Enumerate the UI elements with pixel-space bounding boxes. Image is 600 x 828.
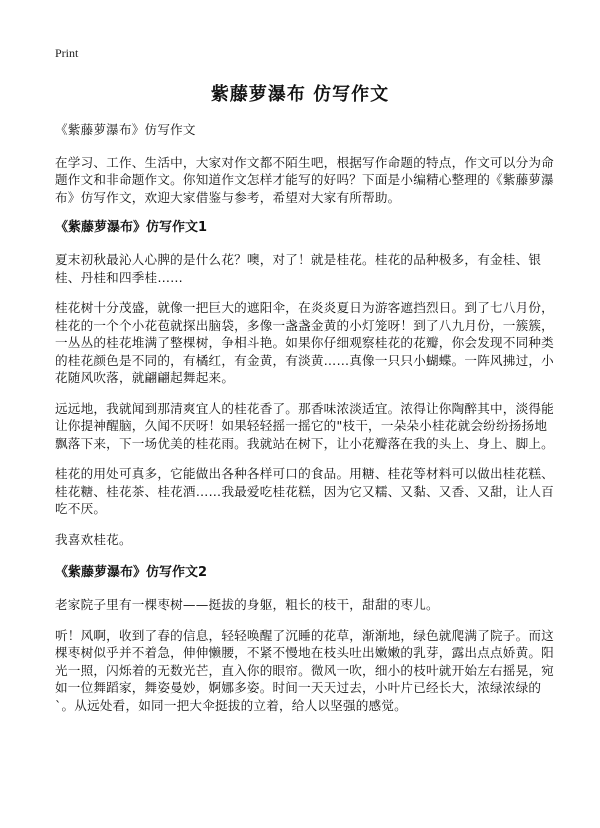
section-heading-1: 《紫藤萝瀑布》仿写作文1	[55, 220, 208, 235]
section-1-paragraph: 我喜欢桂花。	[55, 531, 132, 547]
section-2-paragraph: 老家院子里有一棵枣树——挺拔的身躯，粗长的枝干，甜甜的枣儿。	[55, 597, 439, 612]
section-2-paragraph: 听！风啊，收到了春的信息，轻轻唤醒了沉睡的花草，渐渐地，绿色就爬满了院子。而这棵枣树似乎并不着急，伸伸懒腰，不紧不慢地在枝头吐出嫩嫩的乳芽，露出点点娇黄。阳光一照，闪烁着的无数光芒，直入你的眼帘。微风一吹，细小的枝叶就开始左右摇晃，宛如一位舞蹈家，舞姿曼妙，婀娜多姿。时间一天天过去，小叶片已经长大，浓绿浓绿的`。从远处看，如同一把大伞挺拔的立着，给人以坚强的感觉。	[55, 627, 554, 713]
section-heading-2: 《紫藤萝瀑布》仿写作文2	[55, 565, 208, 580]
intro-paragraph: 在学习、工作、生活中，大家对作文都不陌生吧，根据写作命题的特点，作文可以分为命题作文和非命题作文。你知道作文怎样才能写的好吗？下面是小编精心整理的《紫藤萝瀑布》仿写作文，欢迎大家借鉴与参考，希望对大家有所帮助。	[55, 154, 554, 205]
page-title: 紫藤萝瀑布 仿写作文	[210, 84, 390, 105]
print-link[interactable]: Print	[55, 46, 79, 60]
section-1-paragraph: 桂花树十分茂盛，就像一把巨大的遮阳伞，在炎炎夏日为游客遮挡烈日。到了七八月份，桂花的一个个小花苞就探出脑袋，多像一盏盏金黄的小灯笼呀！到了八九月份，一簇簇，一丛丛的桂花堆满了整棵树，争相斗艳。如果你仔细观察桂花的花瓣，你会发现不同种类的桂花颜色是不同的，有橘红，有金黄，有淡黄……真像一只只小蝴蝶。一阵风拂过，小花随风吹落，就翩翩起舞起来。	[55, 300, 554, 385]
section-1-paragraph: 桂花的用处可真多，它能做出各种各样可口的食品。用糖、桂花等材料可以做出桂花糕、桂花糖、桂花茶、桂花酒……我最爱吃桂花糕，因为它又糯、又黏、又香、又甜，让人百吃不厌。	[55, 466, 554, 516]
article-subtitle: 《紫藤萝瀑布》仿写作文	[55, 122, 196, 137]
section-1-paragraph: 远远地，我就闻到那清爽宜人的桂花香了。那香味浓淡适宜。浓得让你陶醉其中，淡得能让你提神醒脑，久闻不厌呀！如果轻轻摇一摇它的"枝干，一朵朵小桂花就会纷纷扬扬地飘落下来，下一场优美的桂花雨。我就站在树下，让小花瓣落在我的头上、身上、脚上。	[55, 400, 554, 451]
article-body	[55, 121, 555, 727]
section-1-paragraph: 夏末初秋最沁人心脾的是什么花？噢，对了！就是桂花。桂花的品种极多，有金桂、银桂、丹桂和四季桂……	[55, 252, 542, 285]
